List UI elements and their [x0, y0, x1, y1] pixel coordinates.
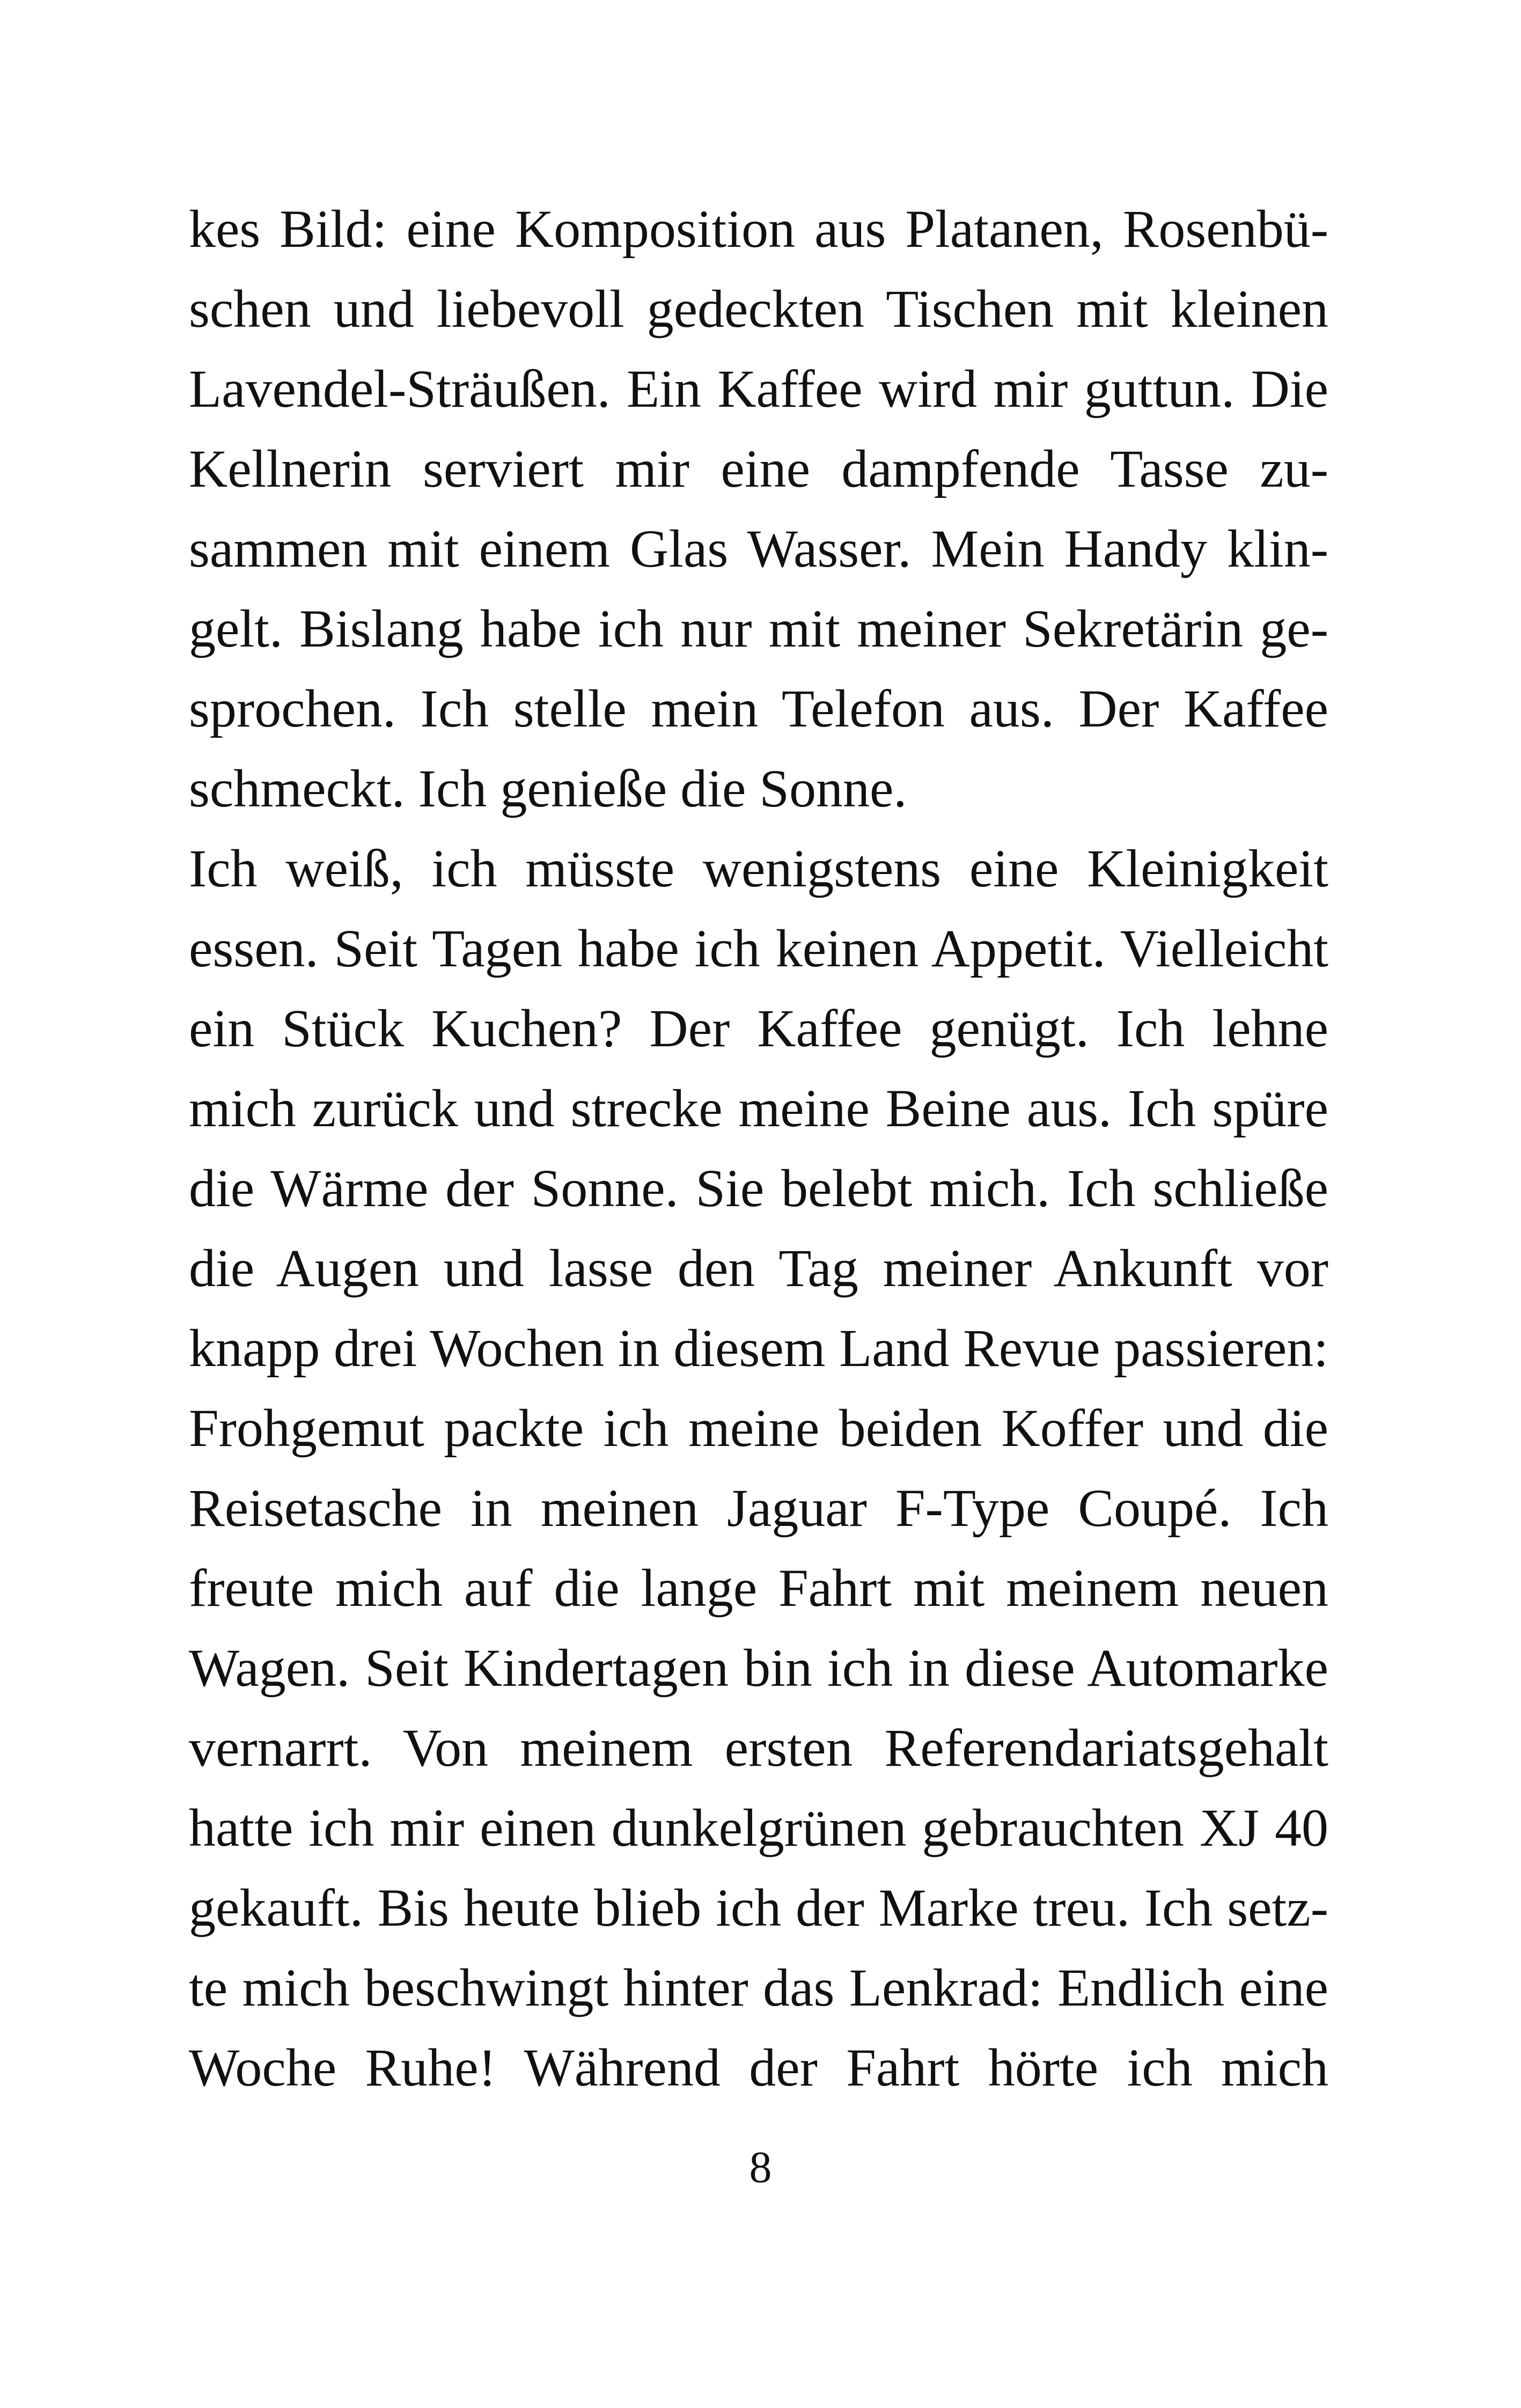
text-line: ein Stück Kuchen? Der Kaffee genügt. Ich lehne — [189, 999, 1328, 1058]
body-text — [189, 189, 1328, 2108]
text-line: te mich beschwingt hinter das Lenkrad: Endlich eine — [189, 1958, 1328, 2017]
text-line: hatte ich mir einen dunkelgrünen gebrauchten XJ 40 — [189, 1798, 1328, 1858]
text-line: Frohgemut packte ich meine beiden Koffer und die — [189, 1398, 1328, 1458]
text-line: sprochen. Ich stelle mein Telefon aus. Der Kaffee — [189, 679, 1328, 738]
text-line: Kellnerin serviert mir eine dampfende Tasse zu- — [189, 439, 1328, 498]
text-line: mich zurück und strecke meine Beine aus. Ich spüre — [189, 1078, 1328, 1138]
text-line: schen und liebevoll gedeckten Tischen mit kleinen — [189, 279, 1328, 339]
text-line: kes Bild: eine Komposition aus Platanen, Rosenbü- — [189, 199, 1328, 259]
text-line: Woche Ruhe! Während der Fahrt hörte ich mich — [189, 2038, 1328, 2097]
text-line: Lavendel-Sträußen. Ein Kaffee wird mir guttun. Die — [189, 359, 1328, 419]
text-line: Wagen. Seit Kindertagen bin ich in diese Automarke — [189, 1638, 1328, 1698]
text-line: Ich weiß, ich müsste wenigstens eine Kleinigkeit — [189, 839, 1328, 898]
text-line: die Augen und lasse den Tag meiner Ankunft vor — [189, 1238, 1328, 1298]
paragraph-end-line: schmeckt. Ich genieße die Sonne. — [189, 759, 907, 818]
text-line: sammen mit einem Glas Wasser. Mein Handy klin- — [189, 519, 1328, 578]
text-line: die Wärme der Sonne. Sie belebt mich. Ich schließe — [189, 1158, 1328, 1218]
text-line: gelt. Bislang habe ich nur mit meiner Sekretärin ge- — [189, 599, 1328, 658]
text-line: gekauft. Bis heute blieb ich der Marke treu. Ich setz- — [189, 1878, 1328, 1937]
text-line: essen. Seit Tagen habe ich keinen Appetit. Vielleicht — [189, 919, 1328, 978]
text-line: Reisetasche in meinen Jaguar F-Type Coupé. Ich — [189, 1478, 1328, 1538]
text-line: knapp drei Wochen in diesem Land Revue passieren: — [189, 1318, 1328, 1378]
page-number: 8 — [749, 2142, 772, 2192]
text-line: vernarrt. Von meinem ersten Referendariatsgehalt — [189, 1718, 1328, 1778]
text-line: freute mich auf die lange Fahrt mit meinem neuen — [189, 1558, 1328, 1618]
